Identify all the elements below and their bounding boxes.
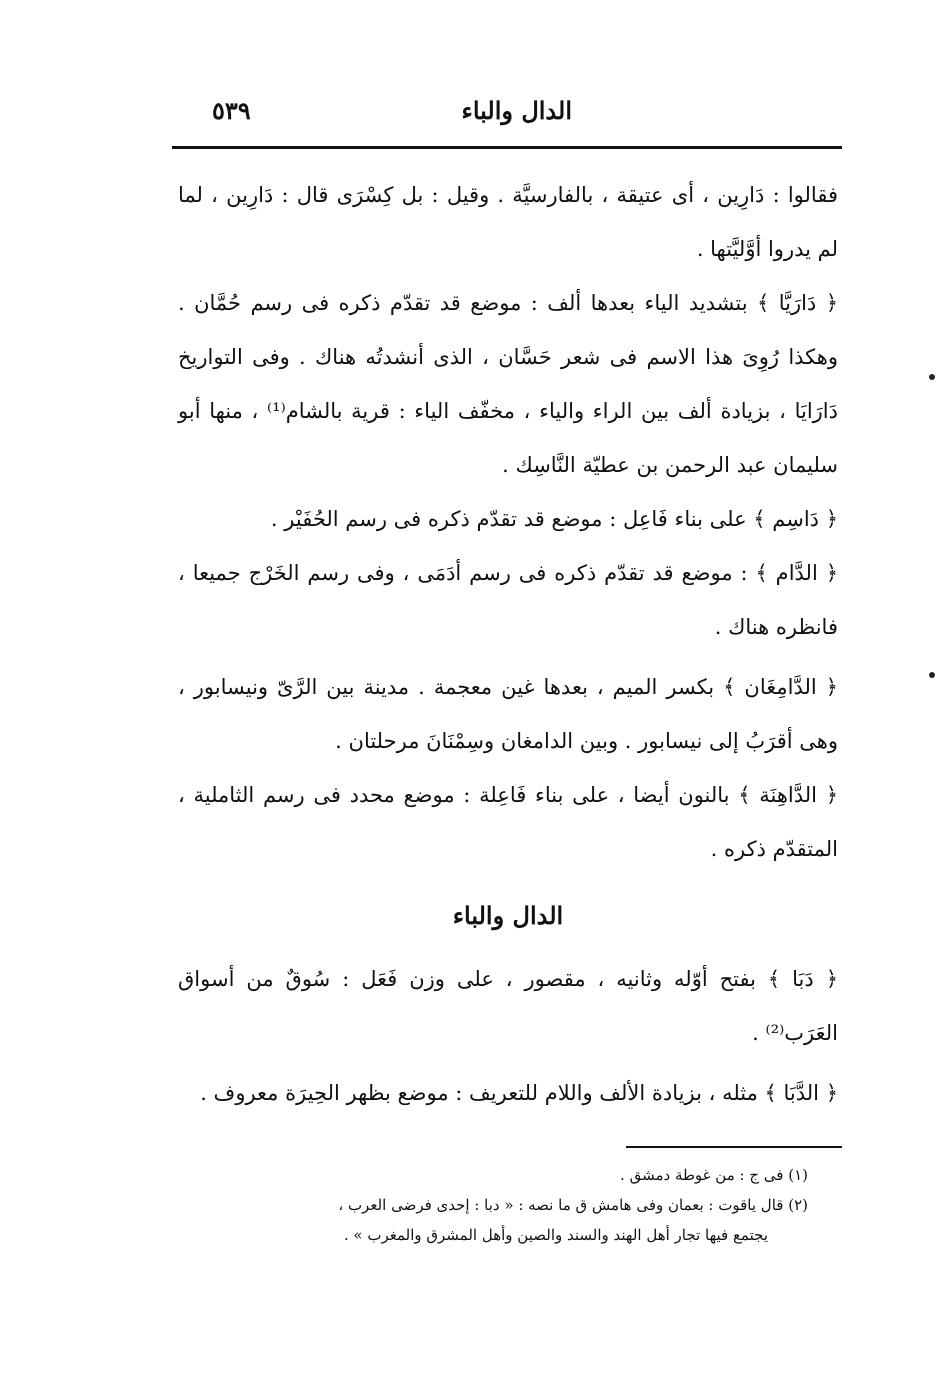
footnote-2: (٢) قال ياقوت : بعمان وفى هامش ق ما نصه : « دبا : إحدى فرضى العرب ، <box>338 1196 808 1214</box>
paragraph-darin: فقالوا : دَارِين ، أى عتيقة ، بالفارسيَّة . وقيل : بل كِسْرَى قال : دَارِين ، لما لم يدروا أوَّليَّتها . <box>178 183 838 261</box>
entry-al-dahina: ﴿ الدَّاهِنَة ﴾ بالنون أيضا ، على بناء فَاعِلة : موضع محدد فى رسم الثاملية ، المتقدّم ذكره . <box>178 783 838 861</box>
section-heading: الدال والباء <box>452 901 564 930</box>
entry-daraya: ﴿ دَارَيَّا ﴾ بتشديد الياء بعدها ألف : موضع قد تقدّم ذكره فى رسم حُمَّان . وهكذا رُوِىَ هذا الاسم فى شعر حَسَّان ، الذى أنشدتُه هناك . وفى التواريخ دَارَايَا ، بزيادة ألف بين الراء والياء ، مخفّف الياء : قرية بالشام⁽¹⁾ ، منها أبو سليمان عبد الرحمن بن عطيّة النَّاسِك . <box>178 291 838 477</box>
footnote-2-continued: يجتمع فيها تجار أهل الهند والسند والصين وأهل المشرق والمغرب » . <box>343 1226 768 1244</box>
page-number: ٥٣٩ <box>212 96 251 125</box>
footnotes <box>178 1160 808 1250</box>
footnote-rule <box>626 1146 842 1148</box>
page-header <box>172 96 842 136</box>
entry-dasim: ﴿ دَاسِم ﴾ على بناء فَاعِل : موضع قد تقدّم ذكره فى رسم الحُفَيْر . <box>270 507 838 531</box>
main-text <box>178 168 838 1120</box>
running-title: الدال والباء <box>461 96 572 125</box>
entry-daba: ﴿ دَبَا ﴾ بفتح أوّله وثانيه ، مقصور ، على وزن فَعَل : سُوقٌ من أسواق العَرَب⁽²⁾ . <box>178 967 838 1045</box>
scan-edge-mark <box>929 374 935 380</box>
header-rule <box>172 146 842 149</box>
footnote-1: (١) فى ج : من غوطة دمشق . <box>620 1166 808 1184</box>
entry-al-daba: ﴿ الدَّبَا ﴾ مثله ، بزيادة الألف واللام للتعريف : موضع بظهر الحِيرَة معروف . <box>200 1081 838 1105</box>
scan-edge-mark <box>929 672 935 678</box>
entry-al-damighan: ﴿ الدَّامِغَان ﴾ بكسر الميم ، بعدها غين معجمة . مدينة بين الرَّىّ ونيسابور ، وهى أقرَبُ إلى نيسابور . وبين الدامغان وسِمْنَانَ مرحلتان . <box>178 675 838 753</box>
entry-al-dam: ﴿ الدَّام ﴾ : موضع قد تقدّم ذكره فى رسم أدَمَى ، وفى رسم الخَرْج جميعا ، فانظره هناك . <box>178 561 838 639</box>
